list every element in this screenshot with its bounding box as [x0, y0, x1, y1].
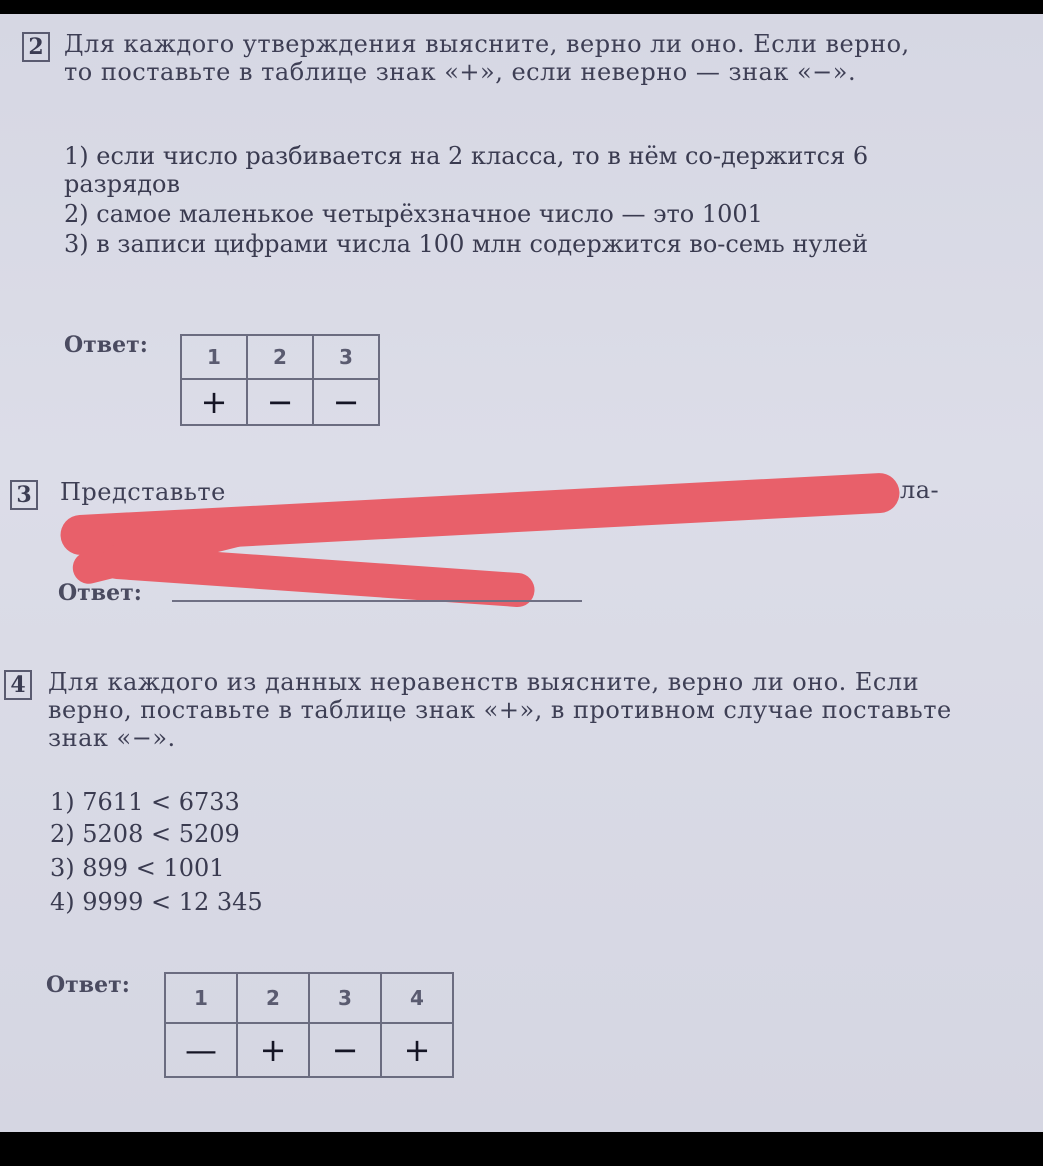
table-header-cell: 3 [313, 335, 379, 379]
worksheet-page [0, 14, 1043, 1132]
task-2-answer-label: Ответ: [64, 332, 148, 358]
task-2-answer-table [180, 334, 380, 426]
task-3-tail-text: ла- [900, 476, 940, 504]
table-header-cell: 3 [309, 973, 381, 1023]
task-2-number: 2 [22, 32, 50, 62]
task-4-intro: Для каждого из данных неравенств выясните, верно ли оно. Если верно, поставьте в таблице знак «+», в противном случае поставьте знак «−». [48, 668, 952, 752]
table-answer-cell[interactable]: − [313, 379, 379, 425]
task-4-item-1: 1) 7611 < 6733 [50, 788, 240, 816]
table-header-cell: 2 [237, 973, 309, 1023]
task-2-intro: Для каждого утверждения выясните, верно ли оно. Если верно, то поставьте в таблице знак «+», если неверно — знак «−». [64, 30, 910, 86]
task-2-item-3: 3) в записи цифрами числа 100 млн содержится во-семь нулей [64, 230, 868, 258]
task-4-item-2: 2) 5208 < 5209 [50, 820, 240, 848]
table-header-cell: 2 [247, 335, 313, 379]
table-header-cell: 1 [165, 973, 237, 1023]
task-2-item-2: 2) самое маленькое четырёхзначное число — это 1001 [64, 200, 763, 228]
task-4-number: 4 [4, 670, 32, 700]
table-answer-cell[interactable]: + [381, 1023, 453, 1077]
task-2-item-1: 1) если число разбивается на 2 класса, то в нём со-держится 6 разрядов [64, 142, 869, 198]
task-3-visible-text: Представьте [60, 478, 226, 506]
task-3-answer-label: Ответ: [58, 580, 142, 606]
task-3-number: 3 [10, 480, 38, 510]
table-header-cell: 4 [381, 973, 453, 1023]
task-4-item-3: 3) 899 < 1001 [50, 854, 225, 882]
task-4-answer-table [164, 972, 454, 1078]
task-3-answer-line[interactable] [172, 600, 582, 602]
table-answer-cell[interactable]: — [165, 1023, 237, 1077]
table-answer-cell[interactable]: + [237, 1023, 309, 1077]
table-header-cell: 1 [181, 335, 247, 379]
table-answer-cell[interactable]: − [309, 1023, 381, 1077]
task-4-answer-label: Ответ: [46, 972, 130, 998]
task-4-item-4: 4) 9999 < 12 345 [50, 888, 263, 916]
table-answer-cell[interactable]: − [247, 379, 313, 425]
table-answer-cell[interactable]: + [181, 379, 247, 425]
redaction-scribble [99, 544, 535, 608]
